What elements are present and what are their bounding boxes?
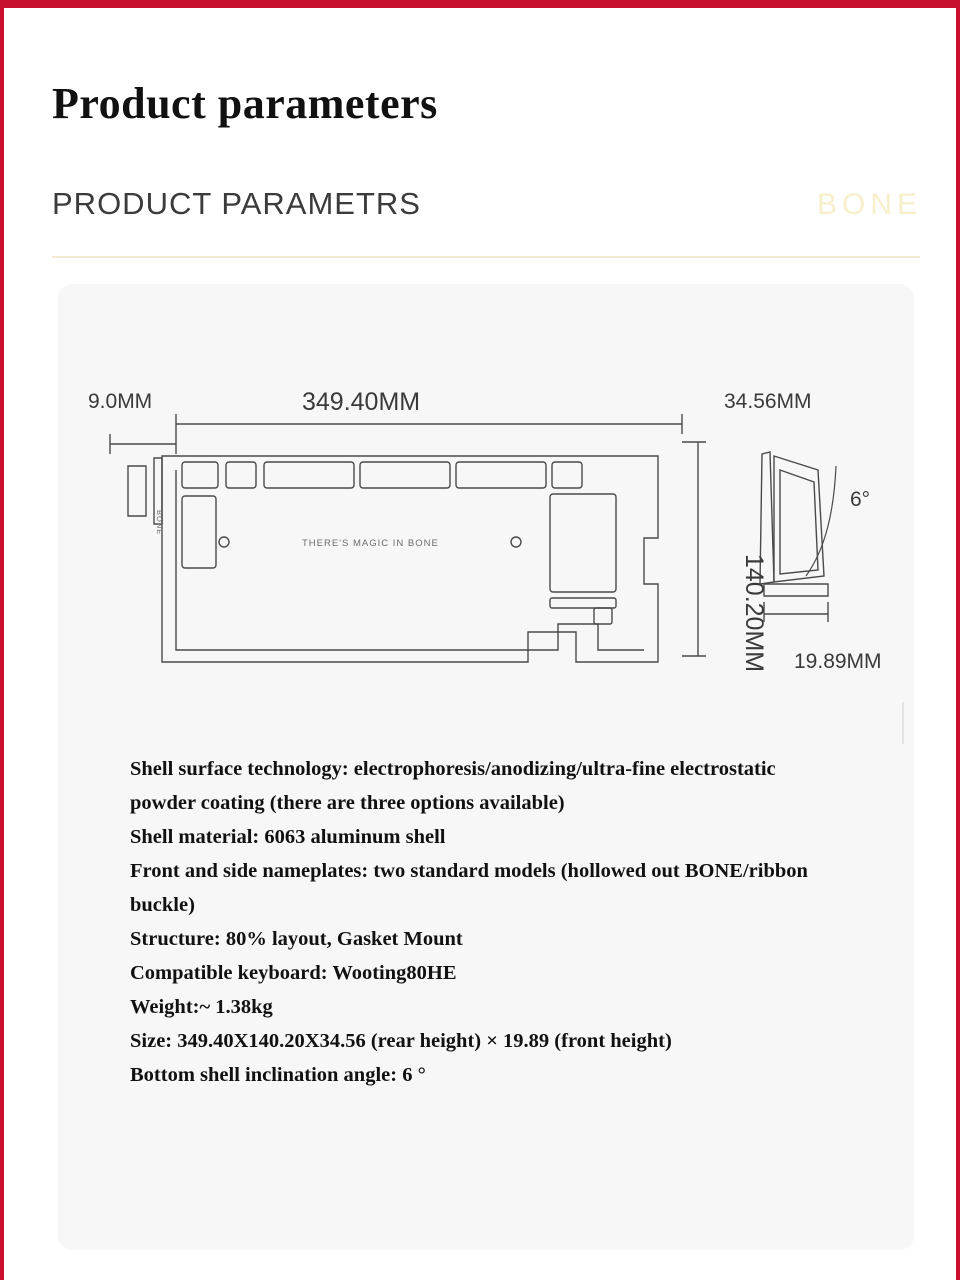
spec-card	[58, 284, 914, 1250]
spec-list	[130, 752, 846, 1092]
keyboard-dimension-diagram	[58, 284, 914, 714]
dim-angle: 6°	[850, 488, 871, 511]
subtitle-english: PRODUCT PARAMETRS	[52, 186, 421, 221]
top-accent-bar	[4, 0, 960, 8]
spec-item: Size: 349.40X140.20X34.56 (rear height) × 19.89 (front height)	[130, 1030, 672, 1053]
spec-item: Structure: 80% layout, Gasket Mount	[130, 928, 463, 951]
dim-width: 349.40MM	[302, 388, 421, 416]
spec-item: Weight:~ 1.38kg	[130, 996, 273, 1019]
dim-rear-height: 34.56MM	[724, 390, 812, 413]
dim-height: 140.20MM	[740, 554, 768, 673]
brand-watermark: BONE	[816, 188, 922, 221]
subtitle-row	[52, 186, 922, 242]
spec-item: Compatible keyboard: Wooting80HE	[130, 962, 457, 985]
spec-item: Front and side nameplates: two standard models (hollowed out BONE/ribbon buckle)	[130, 860, 808, 917]
spec-item: Bottom shell inclination angle: 6 °	[130, 1064, 426, 1087]
page-title: Product parameters	[52, 79, 438, 128]
plate-engraving: THERE'S MAGIC IN BONE	[302, 538, 439, 549]
dim-front-height: 19.89MM	[794, 650, 882, 673]
spec-item: Shell material: 6063 aluminum shell	[130, 826, 446, 849]
side-badge: BONE	[155, 510, 164, 536]
divider	[52, 256, 920, 258]
scroll-indicator	[902, 702, 904, 744]
dim-left-thickness: 9.0MM	[88, 390, 153, 413]
spec-item: Shell surface technology: electrophoresis/anodizing/ultra-fine electrostatic powder coating (there are three options available)	[130, 758, 776, 815]
